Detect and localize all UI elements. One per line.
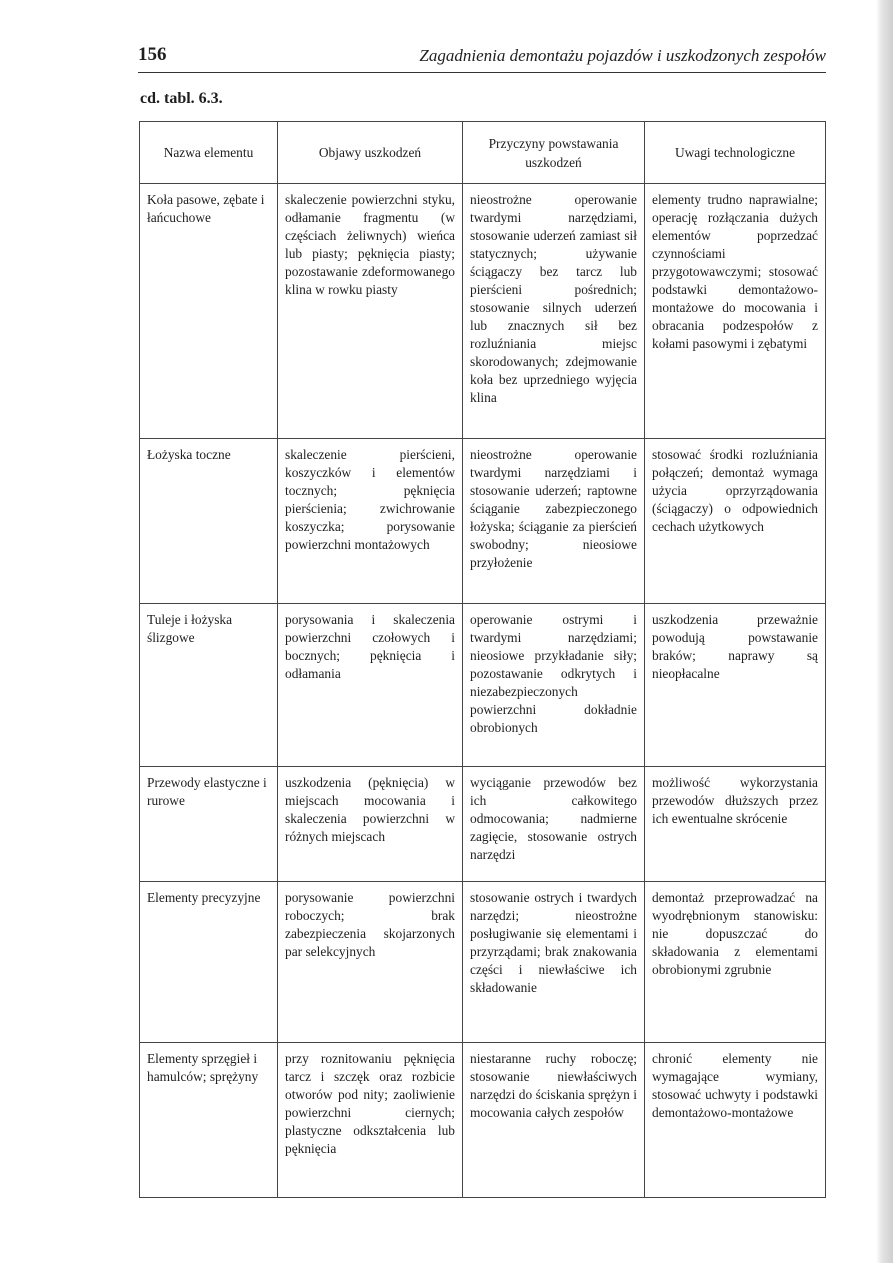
- page-number: 156: [138, 44, 167, 65]
- cell-symptoms: skaleczenie pierścieni, koszyczków i elementów tocznych; pęknięcia pierścienia; zwichrowanie koszyczka; porysowanie powierzchni montażowych: [278, 439, 463, 604]
- table-header-row: [140, 122, 826, 184]
- cell-symptoms: uszkodzenia (pęknięcia) w miejscach mocowania i skaleczenia powierzchni w różnych miejscach: [278, 767, 463, 882]
- cell-causes: nieostrożne operowanie twardymi narzędziami i stosowanie uderzeń; raptowne ściąganie zabezpieczonego łożyska; ściąganie za pierścień swobodny; nieosiowe przyłożenie: [463, 439, 645, 604]
- table-row: [140, 439, 826, 604]
- page-edge-shadow: [876, 0, 893, 1263]
- running-title: Zagadnienia demontażu pojazdów i uszkodzonych zespołów: [419, 46, 826, 65]
- cell-causes: operowanie ostrymi i twardymi narzędziami; nieosiowe przykładanie siły; pozostawanie odkrytych i niezabezpieczonych powierzchni dokładnie obrobionych: [463, 604, 645, 767]
- cell-notes: demontaż przeprowadzać na wyodrębnionym stanowisku: nie dopuszczać do składowania z elementami obrobionymi zgrubnie: [645, 882, 826, 1043]
- header-technological-notes: Uwagi technologiczne: [645, 122, 826, 184]
- table-caption: cd. tabl. 6.3.: [140, 90, 223, 107]
- table-row: [140, 767, 826, 882]
- table-row: [140, 604, 826, 767]
- cell-notes: stosować środki rozluźniania połączeń; demontaż wymaga użycia oprzyrządowania (ściągaczy) o odpowiednich cechach użytkowych: [645, 439, 826, 604]
- header-rule: [138, 72, 826, 73]
- cell-element-name: Koła pasowe, zębate i łańcuchowe: [140, 184, 278, 439]
- cell-causes: wyciąganie przewodów bez ich całkowitego odmocowania; nadmierne zagięcie, stosowanie ostrych narzędzi: [463, 767, 645, 882]
- cell-symptoms: przy roznitowaniu pęknięcia tarcz i szczęk oraz rozbicie otworów pod nity; zaoliwienie powierzchni ciernych; plastyczne odkształcenia lub pęknięcia: [278, 1043, 463, 1198]
- cell-symptoms: porysowania i skaleczenia powierzchni czołowych i bocznych; pęknięcia i odłamania: [278, 604, 463, 767]
- header-damage-symptoms: Objawy uszkodzeń: [278, 122, 463, 184]
- table-row: [140, 882, 826, 1043]
- header-damage-causes: Przyczyny powstawania uszkodzeń: [463, 122, 645, 184]
- cell-notes: uszkodzenia przeważnie powodują powstawanie braków; naprawy są nieopłacalne: [645, 604, 826, 767]
- cell-causes: stosowanie ostrych i twardych narzędzi; nieostrożne posługiwanie się elementami i przyrządami; brak znakowania części i niewłaściwe ich składowanie: [463, 882, 645, 1043]
- page-header: [138, 44, 826, 74]
- cell-element-name: Przewody elastyczne i rurowe: [140, 767, 278, 882]
- cell-element-name: Elementy precyzyjne: [140, 882, 278, 1043]
- damage-table: [139, 121, 826, 1198]
- cell-symptoms: porysowanie powierzchni roboczych; brak zabezpieczenia skojarzonych par selekcyjnych: [278, 882, 463, 1043]
- cell-element-name: Łożyska toczne: [140, 439, 278, 604]
- cell-element-name: Tuleje i łożyska ślizgowe: [140, 604, 278, 767]
- cell-notes: chronić elementy nie wymagające wymiany, stosować uchwyty i podstawki demontażowo-montażowe: [645, 1043, 826, 1198]
- cell-element-name: Elementy sprzęgieł i hamulców; sprężyny: [140, 1043, 278, 1198]
- table-row: [140, 184, 826, 439]
- cell-causes: niestaranne ruchy roboczę; stosowanie niewłaściwych narzędzi do ściskania sprężyn i mocowania całych zespołów: [463, 1043, 645, 1198]
- cell-causes: nieostrożne operowanie twardymi narzędziami, stosowanie uderzeń zamiast sił statycznych; używanie ściągaczy bez tarcz lub pierścieni pośrednich; stosowanie silnych uderzeń lub znacznych sił bez rozluźniania miejsc skorodowanych; zdejmowanie koła bez uprzedniego wyjęcia klina: [463, 184, 645, 439]
- cell-notes: elementy trudno naprawialne; operację rozłączania dużych elementów poprzedzać czynnościami przygotowawczymi; stosować podstawki demontażowo-montażowe do mocowania i obracania podzespołów z kołami pasowymi i zębatymi: [645, 184, 826, 439]
- table-row: [140, 1043, 826, 1198]
- header-element-name: Nazwa elementu: [140, 122, 278, 184]
- cell-symptoms: skaleczenie powierzchni styku, odłamanie fragmentu (w częściach żeliwnych) wieńca lub piasty; pęknięcia piasty; pozostawanie zdeformowanego klina w rowku piasty: [278, 184, 463, 439]
- cell-notes: możliwość wykorzystania przewodów dłuższych przez ich ewentualne skrócenie: [645, 767, 826, 882]
